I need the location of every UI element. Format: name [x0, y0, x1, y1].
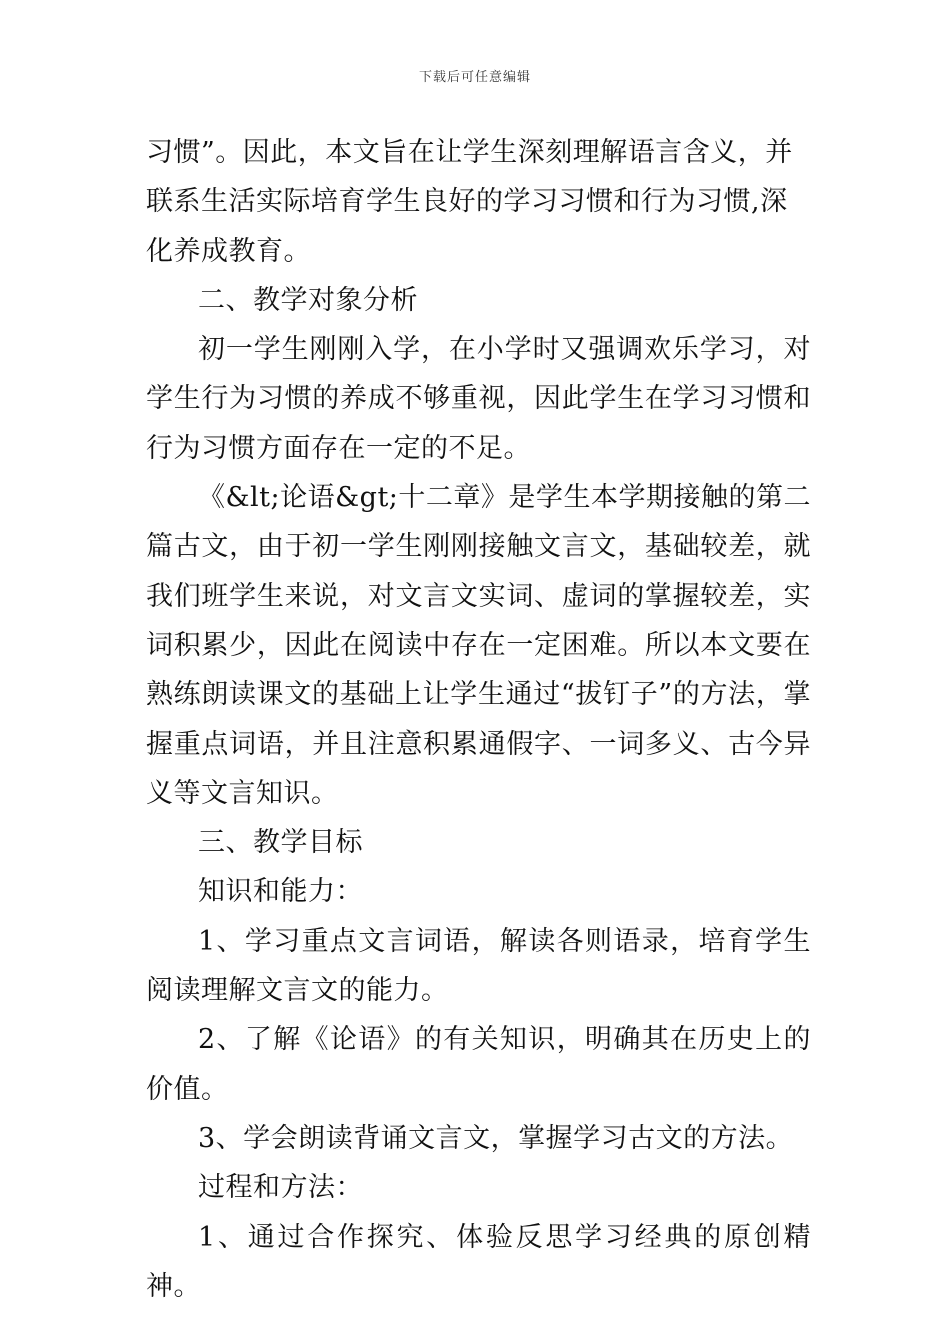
goal-item-3: 3、学会朗读背诵文言文，掌握学习古文的方法。 — [198, 1122, 794, 1154]
subheading-process-method: 过程和方法： — [198, 1172, 363, 1204]
goal-item-1: 1、学习重点文言词语，解读各则语录，培育学生阅读理解文言文的能力。 — [146, 925, 811, 1007]
process-item-1: 1、通过合作探究、体验反思学习经典的原创精神。 — [146, 1221, 811, 1302]
section-heading-teaching-goals: 三、教学目标 — [198, 827, 363, 859]
section-heading-student-analysis: 二、教学对象分析 — [198, 284, 418, 316]
paragraph-student-analysis: 初一学生刚刚入学，在小学时又强调欢乐学习，对学生行为习惯的养成不够重视，因此学生在学习习惯和行为习惯方面存在一定的不足。 — [146, 334, 811, 464]
document-body — [146, 128, 811, 1311]
paragraph-continuation: 习惯”。因此，本文旨在让学生深刻理解语言含义，并联系生活实际培育学生良好的学习习惯和行为习惯,深化养成教育。 — [146, 137, 793, 267]
page-header-note: 下载后可任意编辑 — [418, 70, 531, 85]
goal-item-2: 2、了解《论语》的有关知识，明确其在历史上的价值。 — [146, 1024, 811, 1105]
paragraph-text-analysis: 《&lt;论语&gt;十二章》是学生本学期接触的第二篇古文，由于初一学生刚刚接触文言文，基础较差，就我们班学生来说，对文言文实词、虚词的掌握较差，实词积累少，因此在阅读中存在一定困难。所以本文要在熟练朗读课文的基础上让学生通过“拔钉子”的方法，掌握重点词语，并且注意积累通假字、一词多义、古今异义等文言知识。 — [146, 482, 811, 809]
subheading-knowledge-ability: 知识和能力： — [198, 876, 363, 908]
